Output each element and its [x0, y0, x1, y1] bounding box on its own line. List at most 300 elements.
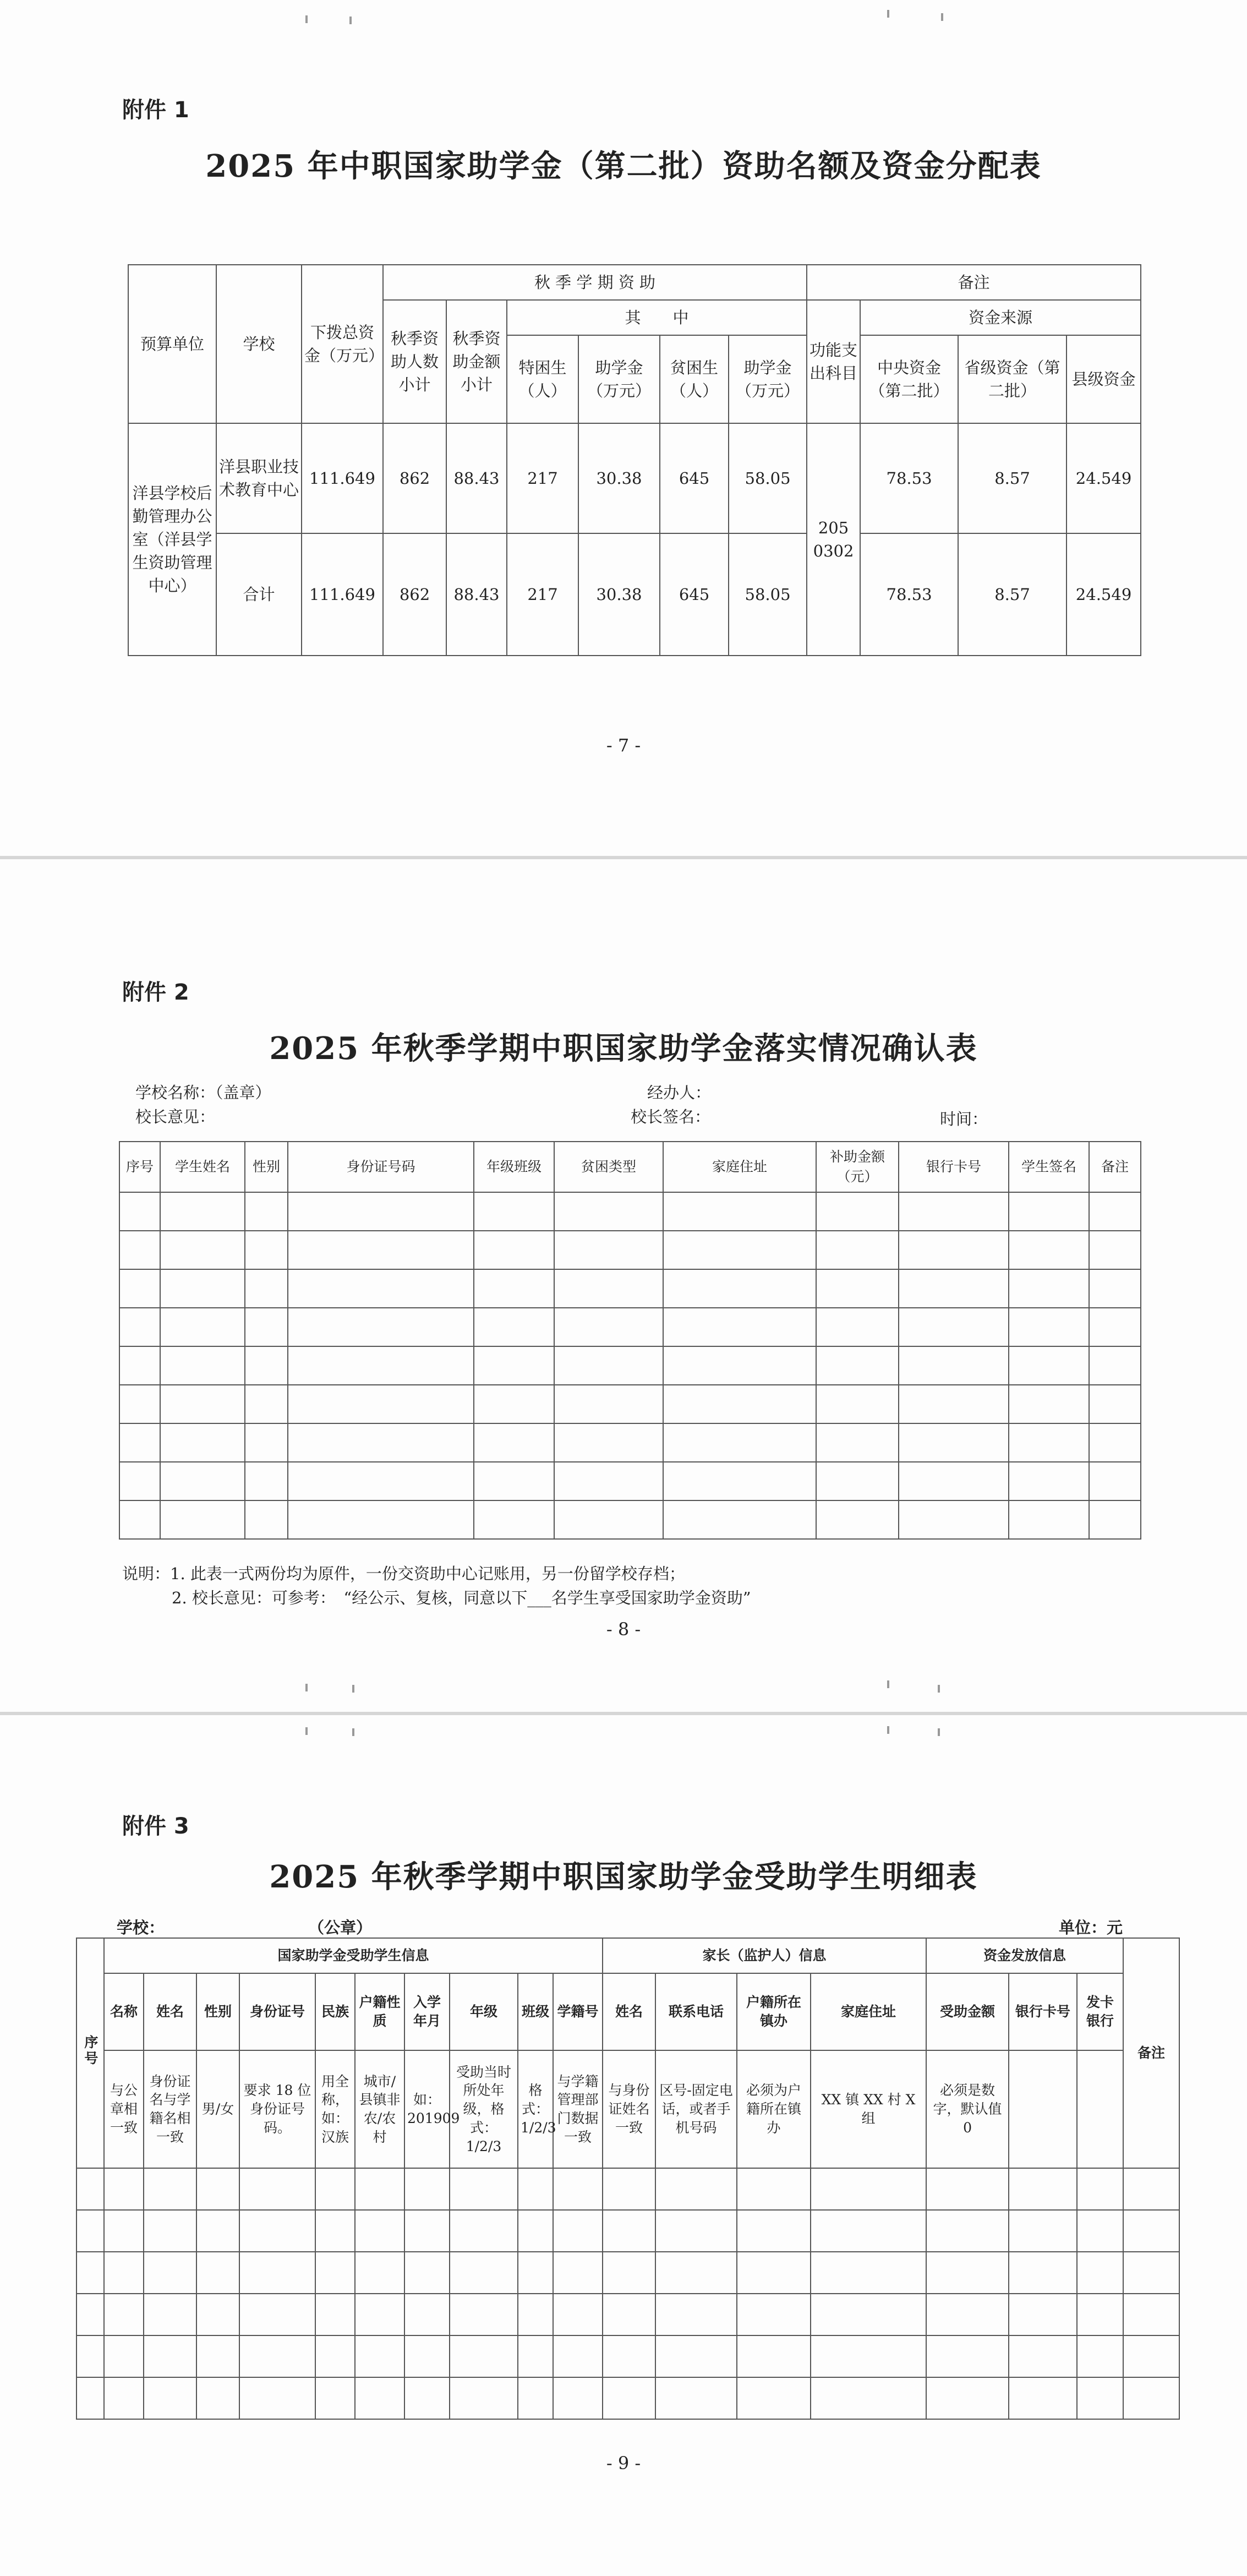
table-cell[interactable]: [554, 1308, 663, 1346]
table-cell[interactable]: [119, 1231, 160, 1269]
page-title: 2025 年秋季学期中职国家助学金落实情况确认表: [269, 1030, 978, 1067]
table-cell[interactable]: [554, 1192, 663, 1231]
table-cell[interactable]: [816, 1192, 899, 1231]
table-cell[interactable]: [1009, 2252, 1077, 2294]
header-func: 功能支出科目: [807, 300, 860, 423]
table-cell[interactable]: [554, 1423, 663, 1462]
header-school: 学校: [216, 265, 302, 423]
header-count: 秋季资助人数小计: [383, 300, 446, 423]
table-cell[interactable]: [655, 2252, 737, 2294]
table-cell[interactable]: [816, 1500, 899, 1539]
table-cell[interactable]: [315, 2335, 355, 2377]
table-cell[interactable]: [404, 2210, 450, 2252]
cell-poor: 645: [660, 533, 729, 656]
table-cell[interactable]: [1009, 1385, 1089, 1423]
table-cell[interactable]: [1009, 2294, 1077, 2335]
table-cell[interactable]: [245, 1500, 288, 1539]
table-cell[interactable]: [663, 1385, 816, 1423]
table-cell[interactable]: [315, 2210, 355, 2252]
page-number: - 7 -: [606, 735, 641, 756]
table-cell[interactable]: [1077, 2335, 1123, 2377]
table-cell[interactable]: [1077, 2168, 1123, 2210]
table-cell[interactable]: [816, 1385, 899, 1423]
header-cell: 备注: [1089, 1142, 1141, 1192]
table-cell[interactable]: [474, 1385, 554, 1423]
cell-province: 8.57: [958, 533, 1066, 656]
header-province: 省级资金（第二批）: [958, 335, 1066, 423]
header-poor: 贫困生（人）: [660, 335, 729, 423]
table-cell[interactable]: [450, 2168, 518, 2210]
table-cell[interactable]: [474, 1192, 554, 1231]
note-cell: 城市/县镇非农/农村: [355, 2050, 404, 2168]
table-cell[interactable]: [899, 1462, 1009, 1500]
table-cell[interactable]: [553, 2168, 603, 2210]
cell-central: 78.53: [860, 423, 958, 533]
table-cell[interactable]: [1123, 2377, 1179, 2419]
school-label: 学校：: [117, 1918, 165, 1937]
table-cell[interactable]: [655, 2168, 737, 2210]
table-cell[interactable]: [663, 1423, 816, 1462]
table-cell[interactable]: [104, 2377, 144, 2419]
table-cell[interactable]: [1077, 2377, 1123, 2419]
table-cell[interactable]: [816, 1462, 899, 1500]
seal-label: （公章）: [308, 1918, 373, 1937]
principal-sign-label: 校长签名：: [631, 1107, 711, 1126]
table-cell[interactable]: [811, 2252, 926, 2294]
table-row: [119, 1269, 1141, 1308]
table-cell[interactable]: [245, 1346, 288, 1385]
table-cell[interactable]: [474, 1231, 554, 1269]
header-cell: 户籍性质: [355, 1973, 404, 2050]
header-central: 中央资金（第二批）: [860, 335, 958, 423]
table-cell[interactable]: [1009, 1423, 1089, 1462]
table-cell[interactable]: [811, 2335, 926, 2377]
header-seq: 序号: [76, 1938, 104, 2168]
page-attachment-3: [0, 1712, 1247, 2576]
header-cell: 年级班级: [474, 1142, 554, 1192]
scan-mark: [352, 1685, 354, 1693]
table-cell[interactable]: [926, 2210, 1009, 2252]
table-cell[interactable]: [553, 2377, 603, 2419]
table-cell[interactable]: [76, 2294, 104, 2335]
table-cell[interactable]: [554, 1462, 663, 1500]
table-cell[interactable]: [288, 1385, 474, 1423]
table-cell[interactable]: [160, 1308, 245, 1346]
table-cell[interactable]: [404, 2377, 450, 2419]
table-cell[interactable]: [196, 2168, 239, 2210]
note-cell: 身份证名与学籍名相一致: [144, 2050, 196, 2168]
table-cell[interactable]: [899, 1500, 1009, 1539]
table-cell[interactable]: [816, 1231, 899, 1269]
table-cell[interactable]: [554, 1231, 663, 1269]
table-cell[interactable]: [603, 2168, 655, 2210]
func-cell: 205 0302: [807, 423, 860, 656]
table-cell[interactable]: [1089, 1269, 1141, 1308]
cell-aid1: 30.38: [578, 423, 660, 533]
cell-special: 217: [507, 423, 578, 533]
table-cell[interactable]: [474, 1423, 554, 1462]
table-cell[interactable]: [160, 1192, 245, 1231]
table-cell[interactable]: [288, 1500, 474, 1539]
table-cell[interactable]: [119, 1269, 160, 1308]
table-cell[interactable]: [811, 2168, 926, 2210]
table-cell[interactable]: [518, 2335, 553, 2377]
note-cell: 受助当时所处年级，格式：1/2/3: [450, 2050, 518, 2168]
table-cell[interactable]: [1009, 1346, 1089, 1385]
table-cell[interactable]: [450, 2252, 518, 2294]
cell-aid2: 58.05: [729, 423, 807, 533]
header-cell: 补助金额（元）: [816, 1142, 899, 1192]
table-cell[interactable]: [119, 1192, 160, 1231]
table-cell[interactable]: [1123, 2252, 1179, 2294]
principal-opinion-label: 校长意见：: [135, 1107, 216, 1126]
table-cell[interactable]: [1077, 2210, 1123, 2252]
header-cell: 入学年月: [404, 1973, 450, 2050]
table-cell[interactable]: [144, 2210, 196, 2252]
table-cell[interactable]: [288, 1462, 474, 1500]
table-cell[interactable]: [603, 2252, 655, 2294]
table-cell[interactable]: [1009, 2377, 1077, 2419]
table-cell[interactable]: [1089, 1346, 1141, 1385]
table-cell[interactable]: [554, 1385, 663, 1423]
table-cell[interactable]: [553, 2294, 603, 2335]
table-cell[interactable]: [474, 1346, 554, 1385]
table-cell[interactable]: [76, 2335, 104, 2377]
table-cell[interactable]: [288, 1423, 474, 1462]
table-cell[interactable]: [355, 2252, 404, 2294]
table-cell[interactable]: [655, 2294, 737, 2335]
scan-mark: [938, 1685, 940, 1693]
table-cell[interactable]: [315, 2168, 355, 2210]
note-cell: 与公章相一致: [104, 2050, 144, 2168]
table-cell[interactable]: [239, 2210, 315, 2252]
table-cell[interactable]: [737, 2168, 811, 2210]
table-cell[interactable]: [1089, 1462, 1141, 1500]
note-cell: 要求 18 位身份证号码。: [239, 2050, 315, 2168]
table-cell[interactable]: [245, 1423, 288, 1462]
table-cell[interactable]: [196, 2294, 239, 2335]
table-cell[interactable]: [1009, 1269, 1089, 1308]
table-cell[interactable]: [450, 2335, 518, 2377]
table-cell[interactable]: [104, 2294, 144, 2335]
table-cell[interactable]: [1123, 2294, 1179, 2335]
header-cell: 性别: [196, 1973, 239, 2050]
table-cell[interactable]: [663, 1192, 816, 1231]
table-cell[interactable]: [245, 1308, 288, 1346]
table-cell[interactable]: [239, 2252, 315, 2294]
table-cell[interactable]: [450, 2377, 518, 2419]
table-cell[interactable]: [737, 2210, 811, 2252]
table-cell[interactable]: [355, 2168, 404, 2210]
table-cell[interactable]: [104, 2252, 144, 2294]
table-cell[interactable]: [655, 2377, 737, 2419]
header-cell: 年级: [450, 1973, 518, 2050]
table-cell[interactable]: [737, 2335, 811, 2377]
header-among: 其 中: [507, 300, 807, 335]
table-cell[interactable]: [144, 2335, 196, 2377]
table-cell[interactable]: [239, 2377, 315, 2419]
table-cell[interactable]: [315, 2377, 355, 2419]
table-cell[interactable]: [239, 2294, 315, 2335]
attachment-label: 附件 2: [122, 980, 189, 1005]
header-cell: 身份证号码: [288, 1142, 474, 1192]
header-cell: 学生签名: [1009, 1142, 1089, 1192]
table-row: [119, 1308, 1141, 1346]
table-cell[interactable]: [104, 2210, 144, 2252]
table-cell[interactable]: [245, 1385, 288, 1423]
table-row-total: [128, 533, 1141, 656]
table-cell[interactable]: [899, 1346, 1009, 1385]
cell-aid1: 30.38: [578, 533, 660, 656]
cell-count: 862: [383, 533, 446, 656]
cell-county: 24.549: [1066, 423, 1141, 533]
table-cell[interactable]: [554, 1269, 663, 1308]
note-cell: 格式：1/2/3: [518, 2050, 553, 2168]
table-cell[interactable]: [119, 1346, 160, 1385]
table-cell[interactable]: [474, 1462, 554, 1500]
attachment-label: 附件 3: [122, 1814, 189, 1839]
handler-label: 经办人：: [647, 1083, 712, 1102]
table-cell[interactable]: [288, 1346, 474, 1385]
table-notes-row: [76, 2050, 1179, 2168]
header-remarks: 备注: [807, 265, 1141, 300]
table-cell[interactable]: [474, 1308, 554, 1346]
table-cell[interactable]: [1009, 1462, 1089, 1500]
table-cell[interactable]: [76, 2377, 104, 2419]
table-cell[interactable]: [926, 2252, 1009, 2294]
table-cell[interactable]: [518, 2168, 553, 2210]
table-cell[interactable]: [196, 2252, 239, 2294]
table-cell[interactable]: [355, 2377, 404, 2419]
table-cell[interactable]: [553, 2335, 603, 2377]
table-row: [119, 1423, 1141, 1462]
header-county: 县级资金: [1066, 335, 1141, 423]
table-cell[interactable]: [553, 2210, 603, 2252]
table-cell[interactable]: [811, 2210, 926, 2252]
table-cell[interactable]: [160, 1269, 245, 1308]
table-cell[interactable]: [663, 1346, 816, 1385]
table-cell[interactable]: [899, 1269, 1009, 1308]
table-cell[interactable]: [816, 1423, 899, 1462]
note-cell: XX 镇 XX 村 X 组: [811, 2050, 926, 2168]
note-cell: 区号-固定电话，或者手机号码: [655, 2050, 737, 2168]
header-cell: 家庭住址: [663, 1142, 816, 1192]
header-cell: 身份证号: [239, 1973, 315, 2050]
table-cell[interactable]: [603, 2335, 655, 2377]
table-cell[interactable]: [404, 2168, 450, 2210]
table-cell[interactable]: [288, 1308, 474, 1346]
table-cell[interactable]: [899, 1308, 1009, 1346]
table-cell[interactable]: [355, 2335, 404, 2377]
table-cell[interactable]: [76, 2252, 104, 2294]
note-cell: 男/女: [196, 2050, 239, 2168]
table-cell[interactable]: [603, 2294, 655, 2335]
header-aid2: 助学金（万元）: [729, 335, 807, 423]
group-student-info: 国家助学金受助学生信息: [104, 1938, 603, 1973]
table-cell[interactable]: [404, 2294, 450, 2335]
table-cell[interactable]: [926, 2377, 1009, 2419]
table-cell[interactable]: [1089, 1500, 1141, 1539]
table-cell[interactable]: [737, 2377, 811, 2419]
table-cell[interactable]: [104, 2335, 144, 2377]
table-cell[interactable]: [1089, 1423, 1141, 1462]
header-amount: 秋季资助金额小计: [446, 300, 507, 423]
table-cell[interactable]: [474, 1500, 554, 1539]
table-cell[interactable]: [663, 1231, 816, 1269]
scan-mark: [349, 17, 352, 24]
header-cell: 联系电话: [655, 1973, 737, 2050]
note-cell: 必须为户籍所在镇办: [737, 2050, 811, 2168]
header-cell: 姓名: [144, 1973, 196, 2050]
table-cell[interactable]: [663, 1462, 816, 1500]
table-cell[interactable]: [816, 1346, 899, 1385]
table-cell[interactable]: [119, 1308, 160, 1346]
header-cell: 民族: [315, 1973, 355, 2050]
table-cell[interactable]: [1009, 1192, 1089, 1231]
table-cell[interactable]: [926, 2168, 1009, 2210]
table-cell[interactable]: [1009, 2335, 1077, 2377]
table-cell[interactable]: [160, 1231, 245, 1269]
table-cell[interactable]: [1009, 1308, 1089, 1346]
table-row: [76, 2168, 1179, 2210]
table-cell[interactable]: [315, 2294, 355, 2335]
scan-mark: [305, 1684, 308, 1691]
table-cell[interactable]: [603, 2377, 655, 2419]
table-cell[interactable]: [518, 2252, 553, 2294]
table-cell[interactable]: [288, 1231, 474, 1269]
table-cell[interactable]: [926, 2335, 1009, 2377]
table-cell[interactable]: [355, 2294, 404, 2335]
header-cell: 发卡银行: [1077, 1973, 1123, 2050]
note-cell: 如：201909: [404, 2050, 450, 2168]
table-cell[interactable]: [245, 1231, 288, 1269]
table-cell[interactable]: [816, 1308, 899, 1346]
unit-cell: 洋县学校后勤管理办公室（洋县学生资助管理中心）: [128, 423, 216, 656]
table-cell[interactable]: [811, 2294, 926, 2335]
cell-school: 合计: [216, 533, 302, 656]
table-cell[interactable]: [816, 1269, 899, 1308]
table-cell[interactable]: [144, 2252, 196, 2294]
table-cell[interactable]: [737, 2294, 811, 2335]
table-cell[interactable]: [160, 1462, 245, 1500]
table-cell[interactable]: [239, 2168, 315, 2210]
table-cell[interactable]: [1089, 1308, 1141, 1346]
cell-poor: 645: [660, 423, 729, 533]
table-cell[interactable]: [899, 1231, 1009, 1269]
table-cell[interactable]: [655, 2335, 737, 2377]
table-cell[interactable]: [1077, 2294, 1123, 2335]
table-cell[interactable]: [450, 2294, 518, 2335]
table-cell[interactable]: [404, 2335, 450, 2377]
note-cell: 与学籍管理部门数据一致: [553, 2050, 603, 2168]
table-cell[interactable]: [1123, 2335, 1179, 2377]
page-number: - 9 -: [606, 2453, 641, 2474]
table-cell[interactable]: [245, 1462, 288, 1500]
scan-mark: [305, 1727, 308, 1735]
table-cell[interactable]: [553, 2252, 603, 2294]
table-cell[interactable]: [811, 2377, 926, 2419]
table-cell[interactable]: [160, 1346, 245, 1385]
table-cell[interactable]: [119, 1423, 160, 1462]
table-cell[interactable]: [663, 1308, 816, 1346]
table-cell[interactable]: [196, 2377, 239, 2419]
table-cell[interactable]: [144, 2294, 196, 2335]
table-row: [128, 423, 1141, 533]
table-cell[interactable]: [196, 2335, 239, 2377]
table-cell[interactable]: [518, 2377, 553, 2419]
table-cell[interactable]: [1089, 1231, 1141, 1269]
table-cell[interactable]: [1009, 1500, 1089, 1539]
table-cell[interactable]: [288, 1269, 474, 1308]
table-cell[interactable]: [119, 1385, 160, 1423]
header-cell: 名称: [104, 1973, 144, 2050]
cell-province: 8.57: [958, 423, 1066, 533]
table-cell[interactable]: [663, 1269, 816, 1308]
table-cell[interactable]: [737, 2252, 811, 2294]
cell-county: 24.549: [1066, 533, 1141, 656]
table-cell[interactable]: [76, 2168, 104, 2210]
table-cell[interactable]: [239, 2335, 315, 2377]
table-cell[interactable]: [160, 1385, 245, 1423]
table-cell[interactable]: [554, 1500, 663, 1539]
table-cell[interactable]: [899, 1423, 1009, 1462]
note-cell: 用全称，如：汉族: [315, 2050, 355, 2168]
table-cell[interactable]: [355, 2210, 404, 2252]
table-cell[interactable]: [119, 1500, 160, 1539]
table-cell[interactable]: [144, 2168, 196, 2210]
table-cell[interactable]: [663, 1500, 816, 1539]
table-cell[interactable]: [1009, 1231, 1089, 1269]
group-fund-info: 资金发放信息: [926, 1938, 1123, 1973]
table-cell[interactable]: [450, 2210, 518, 2252]
table-cell[interactable]: [119, 1462, 160, 1500]
table-cell[interactable]: [899, 1385, 1009, 1423]
table-cell[interactable]: [245, 1192, 288, 1231]
note-cell: [1009, 2050, 1077, 2168]
table-cell[interactable]: [1089, 1192, 1141, 1231]
table-cell[interactable]: [1077, 2252, 1123, 2294]
table-cell[interactable]: [196, 2210, 239, 2252]
table-cell[interactable]: [474, 1269, 554, 1308]
table-cell[interactable]: [518, 2210, 553, 2252]
table-cell[interactable]: [104, 2168, 144, 2210]
table-cell[interactable]: [655, 2210, 737, 2252]
table-cell[interactable]: [245, 1269, 288, 1308]
table-cell[interactable]: [926, 2294, 1009, 2335]
table-cell[interactable]: [76, 2210, 104, 2252]
table-cell[interactable]: [288, 1192, 474, 1231]
table-cell[interactable]: [160, 1500, 245, 1539]
table-cell[interactable]: [554, 1346, 663, 1385]
table-cell[interactable]: [518, 2294, 553, 2335]
table-row: [76, 2210, 1179, 2252]
table-cell[interactable]: [144, 2377, 196, 2419]
table-cell[interactable]: [1009, 2168, 1077, 2210]
table-cell[interactable]: [1123, 2168, 1179, 2210]
scan-mark: [305, 15, 308, 23]
scan-mark: [887, 10, 889, 18]
table-cell[interactable]: [1123, 2210, 1179, 2252]
table-cell[interactable]: [160, 1423, 245, 1462]
table-cell[interactable]: [603, 2210, 655, 2252]
table-cell[interactable]: [899, 1192, 1009, 1231]
header-cell: 户籍所在镇办: [737, 1973, 811, 2050]
note-cell: 与身份证姓名一致: [603, 2050, 655, 2168]
table-cell[interactable]: [1089, 1385, 1141, 1423]
table-cell[interactable]: [404, 2252, 450, 2294]
table-cell[interactable]: [1009, 2210, 1077, 2252]
table-cell[interactable]: [315, 2252, 355, 2294]
